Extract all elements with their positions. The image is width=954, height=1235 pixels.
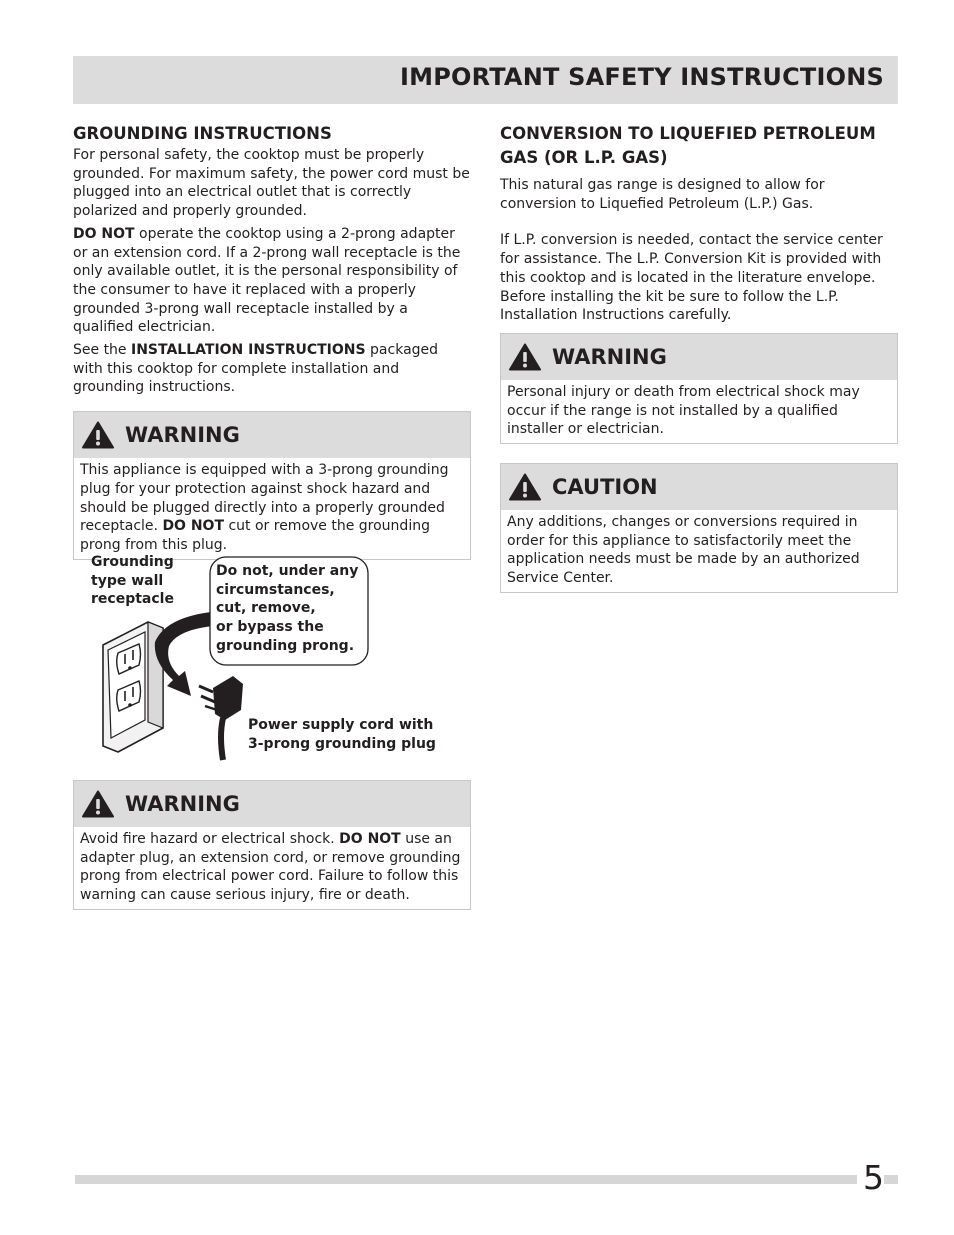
warning-text: Avoid fire hazard or electrical shock. bbox=[80, 831, 340, 847]
grounding-paragraph-1: For personal safety, the cooktop must be properly grounded. For maximum safety, the power cord must be plugged into an electrical outlet that is correctly polarized and properly grounded. bbox=[73, 147, 470, 220]
warning-body: Personal injury or death from electrical shock may occur if the range is not installed by a qualified installer or electrician. bbox=[507, 383, 860, 438]
grounding-paragraph-3 bbox=[73, 341, 471, 397]
warning-text-end: use an adapter plug, an extension cord, or remove grounding prong from electrical power cord. Failure to follow this warning can cause serious injury, fire or death. bbox=[80, 831, 461, 904]
power-cord bbox=[221, 718, 223, 760]
warning-title: WARNING bbox=[125, 792, 240, 816]
warning-title: WARNING bbox=[552, 344, 667, 369]
conversion-paragraph-1: This natural gas range is designed to allow for conversion to Liquefied Petroleum (L.P.) Gas. bbox=[500, 177, 825, 212]
warning-box-grounding bbox=[73, 411, 471, 560]
page-number: 5 bbox=[857, 1158, 884, 1198]
grounding-heading: GROUNDING INSTRUCTIONS bbox=[73, 124, 332, 143]
grounding-paragraph-2 bbox=[73, 225, 471, 337]
installation-instructions-emphasis: INSTALLATION INSTRUCTIONS bbox=[131, 342, 366, 359]
warning-body bbox=[74, 827, 470, 909]
warning-triangle-icon bbox=[82, 790, 114, 818]
warning-text: This appliance is equipped with a 3-prong grounding plug for your protection against shock hazard and should be plugged directly into a properly grounded receptacle. bbox=[80, 462, 449, 535]
caution-triangle-icon bbox=[509, 473, 541, 501]
warning-box-header bbox=[74, 412, 470, 458]
left-column bbox=[73, 122, 471, 560]
do-not-emphasis: DO NOT bbox=[73, 225, 135, 242]
grounding-plug-figure bbox=[73, 550, 471, 765]
conversion-paragraph-2: If L.P. conversion is needed, contact the service center for assistance. The L.P. Conversion Kit is provided with this cooktop and is located in the literature envelope. Before installing the kit be sure to follow the L.P. Installation Instructions carefully. bbox=[500, 232, 883, 324]
warning-body bbox=[74, 458, 470, 559]
conversion-heading: CONVERSION TO LIQUEFIED PETROLEUM GAS (OR L.P. GAS) bbox=[500, 124, 876, 167]
three-prong-plug bbox=[213, 676, 243, 720]
warning-triangle-icon bbox=[509, 343, 541, 371]
do-not-emphasis: DO NOT bbox=[162, 518, 225, 535]
page-title: IMPORTANT SAFETY INSTRUCTIONS bbox=[400, 63, 884, 91]
warning-box-header bbox=[74, 781, 470, 827]
caution-box-header bbox=[501, 464, 897, 510]
warning-text-end: cut or remove the grounding prong from this plug. bbox=[80, 518, 430, 553]
callout-text: Do not, under any circumstances, cut, remove, or bypass the grounding prong. bbox=[216, 563, 359, 654]
warning-triangle-icon bbox=[82, 421, 114, 449]
right-column bbox=[500, 122, 898, 593]
caution-body: Any additions, changes or conversions required in order for this appliance to satisfactorily meet the application needs must be made by an authorized Service Center. bbox=[507, 514, 860, 587]
cord-label: Power supply cord with 3-prong grounding plug bbox=[248, 717, 436, 752]
see-text: See the bbox=[73, 342, 131, 359]
warning-box-electrical-shock bbox=[500, 333, 898, 444]
warning-box-fire-hazard bbox=[73, 780, 471, 910]
page-header bbox=[73, 56, 898, 104]
warning-title: WARNING bbox=[125, 423, 240, 448]
footer-bar bbox=[75, 1175, 898, 1184]
grounding-paragraph-3-text: packaged with this cooktop for complete installation and grounding instructions. bbox=[73, 342, 439, 396]
warning-box-header bbox=[501, 334, 897, 380]
do-not-emphasis: DO NOT bbox=[339, 831, 401, 847]
grounding-paragraph-2-text: operate the cooktop using a 2-prong adapter or an extension cord. If a 2-prong wall receptacle is the only available outlet, it is the personal responsibility of the consumer to have it replaced with a properly grounded 3-prong wall receptacle installed by a qualified electrician. bbox=[73, 225, 461, 336]
caution-box bbox=[500, 463, 898, 593]
caution-title: CAUTION bbox=[552, 475, 658, 500]
receptacle-label: Grounding type wall receptacle bbox=[91, 554, 174, 608]
